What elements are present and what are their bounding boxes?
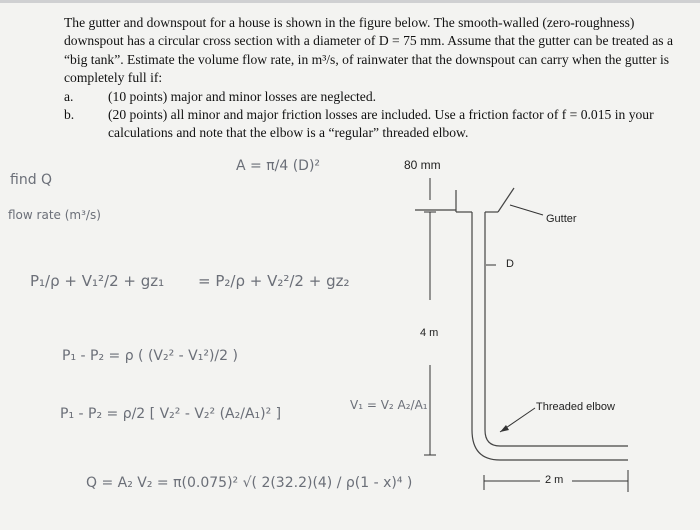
hw-pressure-difference: P₁ - P₂ = ρ ( (V₂² - V₁²)/2 ) (62, 348, 238, 364)
hw-flow-rate: flow rate (m³/s) (8, 208, 101, 222)
hw-flow-result: Q = A₂ V₂ = π(0.075)² √( 2(32.2)(4) / ρ(1 - x)⁴ ) (86, 475, 413, 491)
diameter-label: D (506, 258, 514, 270)
hw-bernoulli-left: P₁/ρ + V₁²/2 + gz₁ (30, 272, 165, 290)
elbow-label: Threaded elbow (536, 401, 615, 413)
hw-find-q: find Q (10, 172, 53, 188)
problem-intro: The gutter and downspout for a house is shown in the figure below. The smooth-walled (zero-roughness) downspout has a circular cross section with a diameter of D = 75 mm. Assume that the gutter can be treated as a “big tank”. Estimate the volume flow rate, in m³/s, of rainwater that the downspout can carry when the gutter is completely full if: (64, 15, 674, 86)
hw-area-formula: A = π/4 (D)² (236, 158, 321, 174)
dim-80mm-label: 80 mm (404, 158, 441, 172)
gutter-label: Gutter (546, 213, 577, 225)
height-label: 4 m (420, 327, 439, 339)
length-label: 2 m (545, 474, 564, 486)
item-label: b. (64, 107, 75, 123)
hw-bernoulli-right: = P₂/ρ + V₂²/2 + gz₂ (198, 272, 350, 290)
hw-pressure-expanded: P₁ - P₂ = ρ/2 [ V₂² - V₂² (A₂/A₁)² ] (60, 406, 282, 422)
item-text: (20 points) all minor and major friction losses are included. Use a friction factor of f = 0.015 in your calculations and note that the elbow is a “regular” threaded elbow. (108, 107, 654, 141)
item-label: a. (64, 88, 74, 104)
hw-continuity: V₁ = V₂ A₂/A₁ (350, 398, 428, 412)
item-text: (10 points) major and minor losses are neglected. (108, 88, 377, 104)
